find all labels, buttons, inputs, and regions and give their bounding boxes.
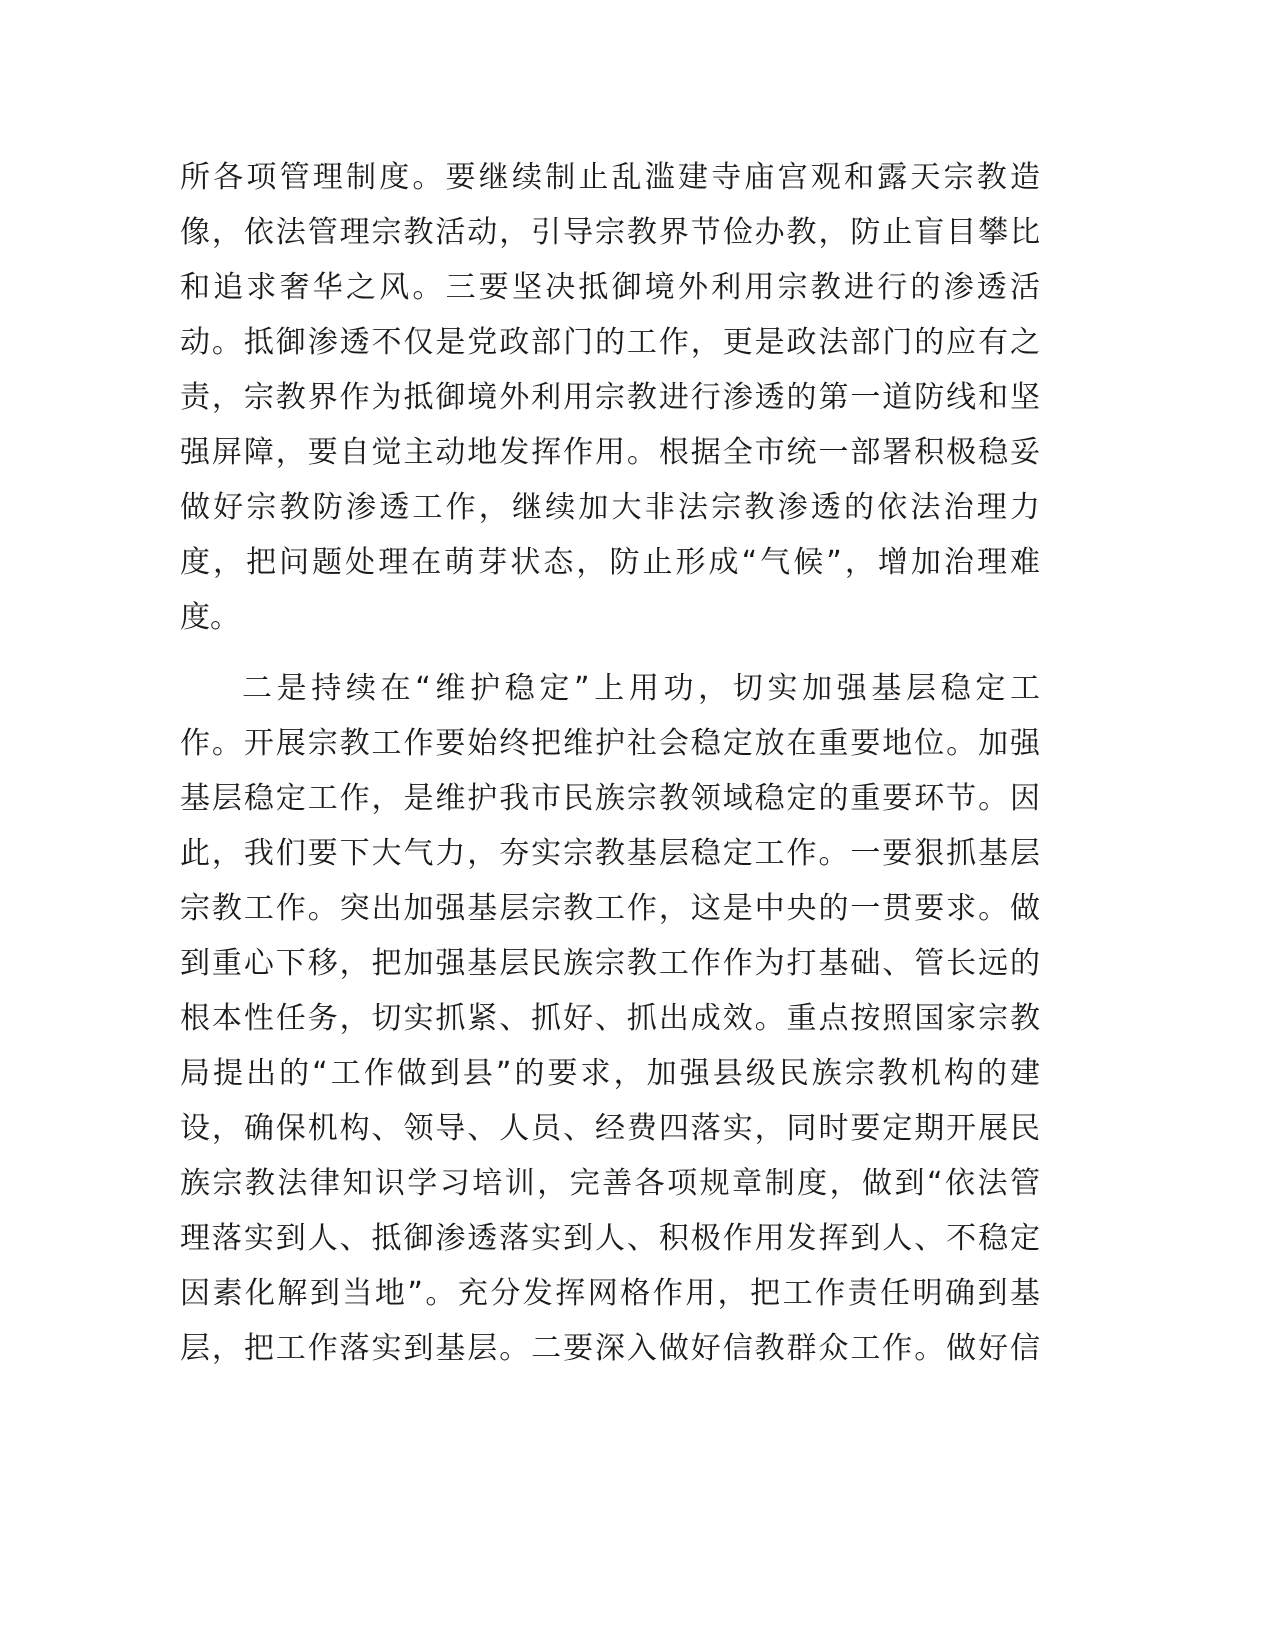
paragraph-line: 所各项管理制度。要继续制止乱滥建寺庙宫观和露天宗教造 bbox=[180, 160, 1040, 195]
paragraph-line: 和追求奢华之风。三要坚决抵御境外利用宗教进行的渗透活 bbox=[180, 270, 1040, 305]
paragraph-line: 责，宗教界作为抵御境外利用宗教进行渗透的第一道防线和坚 bbox=[180, 380, 1040, 415]
paragraph-line: 强屏障，要自觉主动地发挥作用。根据全市统一部署积极稳妥 bbox=[180, 435, 1040, 470]
paragraph-line: 层，把工作落实到基层。二要深入做好信教群众工作。做好信 bbox=[180, 1331, 1040, 1366]
paragraph-line: 到重心下移，把加强基层民族宗教工作作为打基础、管长远的 bbox=[180, 946, 1040, 981]
paragraph-line: 基层稳定工作，是维护我市民族宗教领域稳定的重要环节。因 bbox=[180, 781, 1040, 816]
paragraph-line: 根本性任务，切实抓紧、抓好、抓出成效。重点按照国家宗教 bbox=[180, 1001, 1040, 1036]
paragraph-line: 做好宗教防渗透工作，继续加大非法宗教渗透的依法治理力 bbox=[180, 490, 1040, 525]
paragraph-1 bbox=[180, 150, 1040, 645]
paragraph-line: 动。抵御渗透不仅是党政部门的工作，更是政法部门的应有之 bbox=[180, 325, 1040, 360]
paragraph-line: 局提出的“工作做到县”的要求，加强县级民族宗教机构的建 bbox=[180, 1056, 1040, 1091]
paragraph-line: 作。开展宗教工作要始终把维护社会稳定放在重要地位。加强 bbox=[180, 726, 1040, 761]
paragraph-line: 像，依法管理宗教活动，引导宗教界节俭办教，防止盲目攀比 bbox=[180, 215, 1040, 250]
paragraph-line: 度。 bbox=[180, 600, 240, 635]
paragraph-line: 此，我们要下大气力，夯实宗教基层稳定工作。一要狠抓基层 bbox=[180, 836, 1040, 871]
paragraph-line: 二是持续在“维护稳定”上用功，切实加强基层稳定工 bbox=[242, 671, 1040, 706]
paragraph-line: 族宗教法律知识学习培训，完善各项规章制度，做到“依法管 bbox=[180, 1166, 1040, 1201]
paragraph-line: 设，确保机构、领导、人员、经费四落实，同时要定期开展民 bbox=[180, 1111, 1040, 1146]
paragraph-line: 因素化解到当地”。充分发挥网格作用，把工作责任明确到基 bbox=[180, 1276, 1040, 1311]
paragraph-line: 理落实到人、抵御渗透落实到人、积极作用发挥到人、不稳定 bbox=[180, 1221, 1040, 1256]
paragraph-line: 度，把问题处理在萌芽状态，防止形成“气候”，增加治理难 bbox=[180, 545, 1040, 580]
paragraph-line: 宗教工作。突出加强基层宗教工作，这是中央的一贯要求。做 bbox=[180, 891, 1040, 926]
paragraph-2 bbox=[180, 661, 1040, 1376]
